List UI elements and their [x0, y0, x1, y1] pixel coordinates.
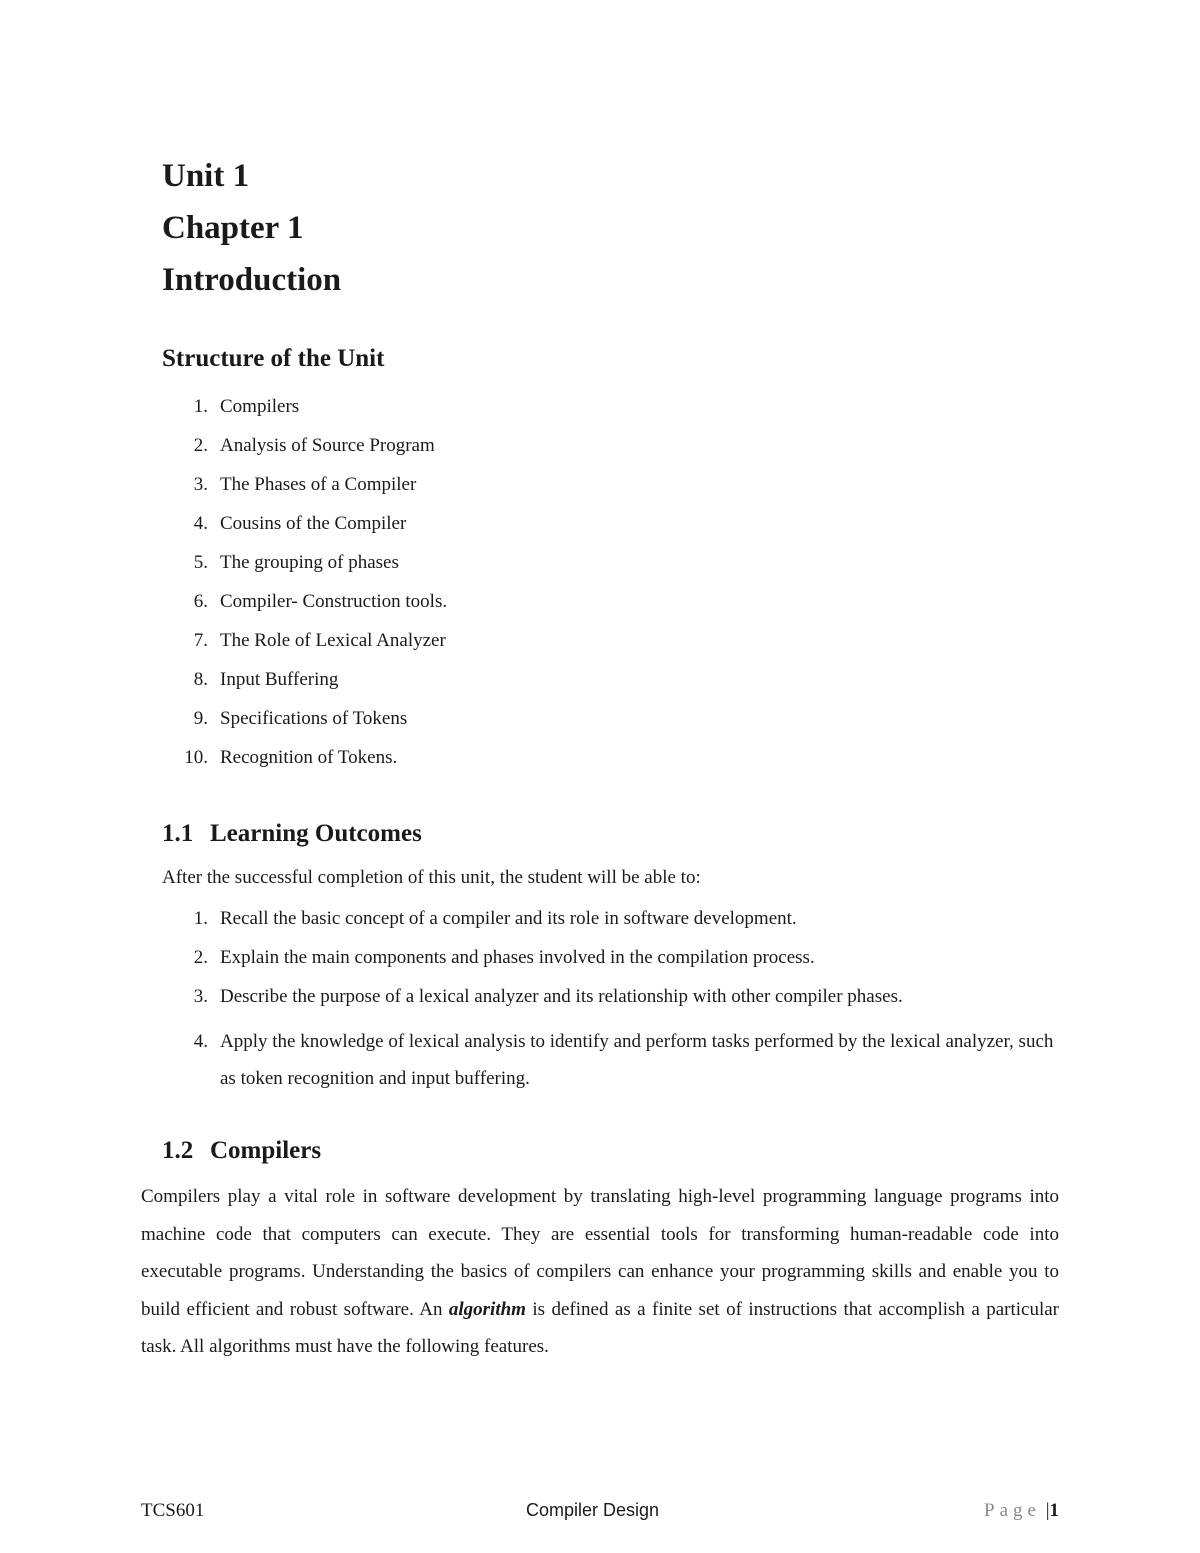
- chapter-name: Introduction: [162, 262, 342, 298]
- course-name: Compiler Design: [526, 1500, 660, 1520]
- list-item-number: 2.: [193, 947, 208, 968]
- learning-outcomes-intro: After the successful completion of this unit, the student will be able to:: [162, 867, 701, 888]
- list-item-number: 1.: [193, 908, 208, 929]
- list-item-number: 9.: [193, 708, 208, 729]
- list-item-label: Specifications of Tokens: [220, 708, 408, 729]
- page-label: Page: [984, 1500, 1041, 1521]
- list-item-label: The Role of Lexical Analyzer: [220, 630, 446, 651]
- list-item: [162, 984, 1058, 1023]
- list-item: [162, 706, 447, 745]
- list-item: [162, 472, 447, 511]
- list-item: [162, 511, 447, 550]
- algorithm-term: algorithm: [448, 1298, 526, 1320]
- list-item-number: 3.: [193, 474, 208, 495]
- title-block: [162, 150, 341, 306]
- list-item-label: Compilers: [220, 396, 300, 417]
- list-item-number: 10.: [184, 747, 208, 768]
- list-item-number: 8.: [193, 669, 208, 690]
- section-number: 1.2: [162, 1137, 194, 1164]
- course-code: TCS601: [141, 1500, 205, 1521]
- list-item-label: Apply the knowledge of lexical analysis to identify and perform tasks performed by the lexical analyzer, such as token recognition and input buffering.: [220, 1031, 1054, 1089]
- section-number: 1.1: [162, 820, 194, 847]
- list-item: [162, 1023, 1058, 1097]
- list-item-label: Cousins of the Compiler: [220, 513, 407, 534]
- list-item-label: Input Buffering: [220, 669, 339, 690]
- page-separator: |: [1045, 1500, 1050, 1521]
- list-item-label: Compiler- Construction tools.: [220, 591, 448, 612]
- list-item: [162, 945, 1058, 984]
- learning-outcomes-heading: [162, 820, 422, 848]
- list-item: [162, 550, 447, 589]
- list-item: [162, 433, 447, 472]
- list-item: [162, 745, 447, 784]
- list-item-label: Describe the purpose of a lexical analyzer and its relationship with other compiler phases.: [220, 986, 903, 1007]
- page-footer: [141, 1500, 1059, 1528]
- list-item: [162, 667, 447, 706]
- list-item-number: 6.: [193, 591, 208, 612]
- page-number: 1: [1049, 1500, 1059, 1521]
- compilers-paragraph: [141, 1178, 1059, 1366]
- list-item: [162, 394, 447, 433]
- list-item-label: The Phases of a Compiler: [220, 474, 417, 495]
- list-item-number: 5.: [193, 552, 208, 573]
- section-title: Compilers: [210, 1137, 322, 1164]
- list-item-number: 4.: [193, 513, 208, 534]
- unit-title: Unit 1: [162, 158, 250, 194]
- list-item-number: 7.: [193, 630, 208, 651]
- compilers-heading: [162, 1137, 321, 1165]
- list-item-number: 3.: [193, 986, 208, 1007]
- list-item-number: 1.: [193, 396, 208, 417]
- section-title: Learning Outcomes: [210, 820, 422, 847]
- page-indicator: [984, 1500, 1059, 1522]
- list-item: [162, 906, 1058, 945]
- list-item-number: 2.: [193, 435, 208, 456]
- list-item-number: 4.: [193, 1031, 208, 1052]
- list-item-label: Explain the main components and phases involved in the compilation process.: [220, 947, 815, 968]
- structure-heading: Structure of the Unit: [162, 345, 385, 372]
- paragraph-text-continued: is defined as a finite set of instructions that accomplish a particular task. All algorithms must have the following features.: [141, 1298, 1059, 1357]
- list-item: [162, 589, 447, 628]
- paragraph-text: Compilers play a vital role in software development by translating high-level programming language programs into machine code that computers can execute. They are essential tools for transforming human-readable code into executable programs. Understanding the basics of compilers can enhance your programming skills and enable you to build efficient and robust software. An: [141, 1186, 1059, 1320]
- chapter-title: Chapter 1: [162, 210, 304, 246]
- list-item: [162, 628, 447, 667]
- structure-list: [162, 394, 447, 784]
- list-item-label: Analysis of Source Program: [220, 435, 435, 456]
- list-item-label: The grouping of phases: [220, 552, 399, 573]
- list-item-label: Recognition of Tokens.: [220, 747, 398, 768]
- list-item-label: Recall the basic concept of a compiler and its role in software development.: [220, 908, 797, 929]
- learning-outcomes-list: [162, 906, 1058, 1097]
